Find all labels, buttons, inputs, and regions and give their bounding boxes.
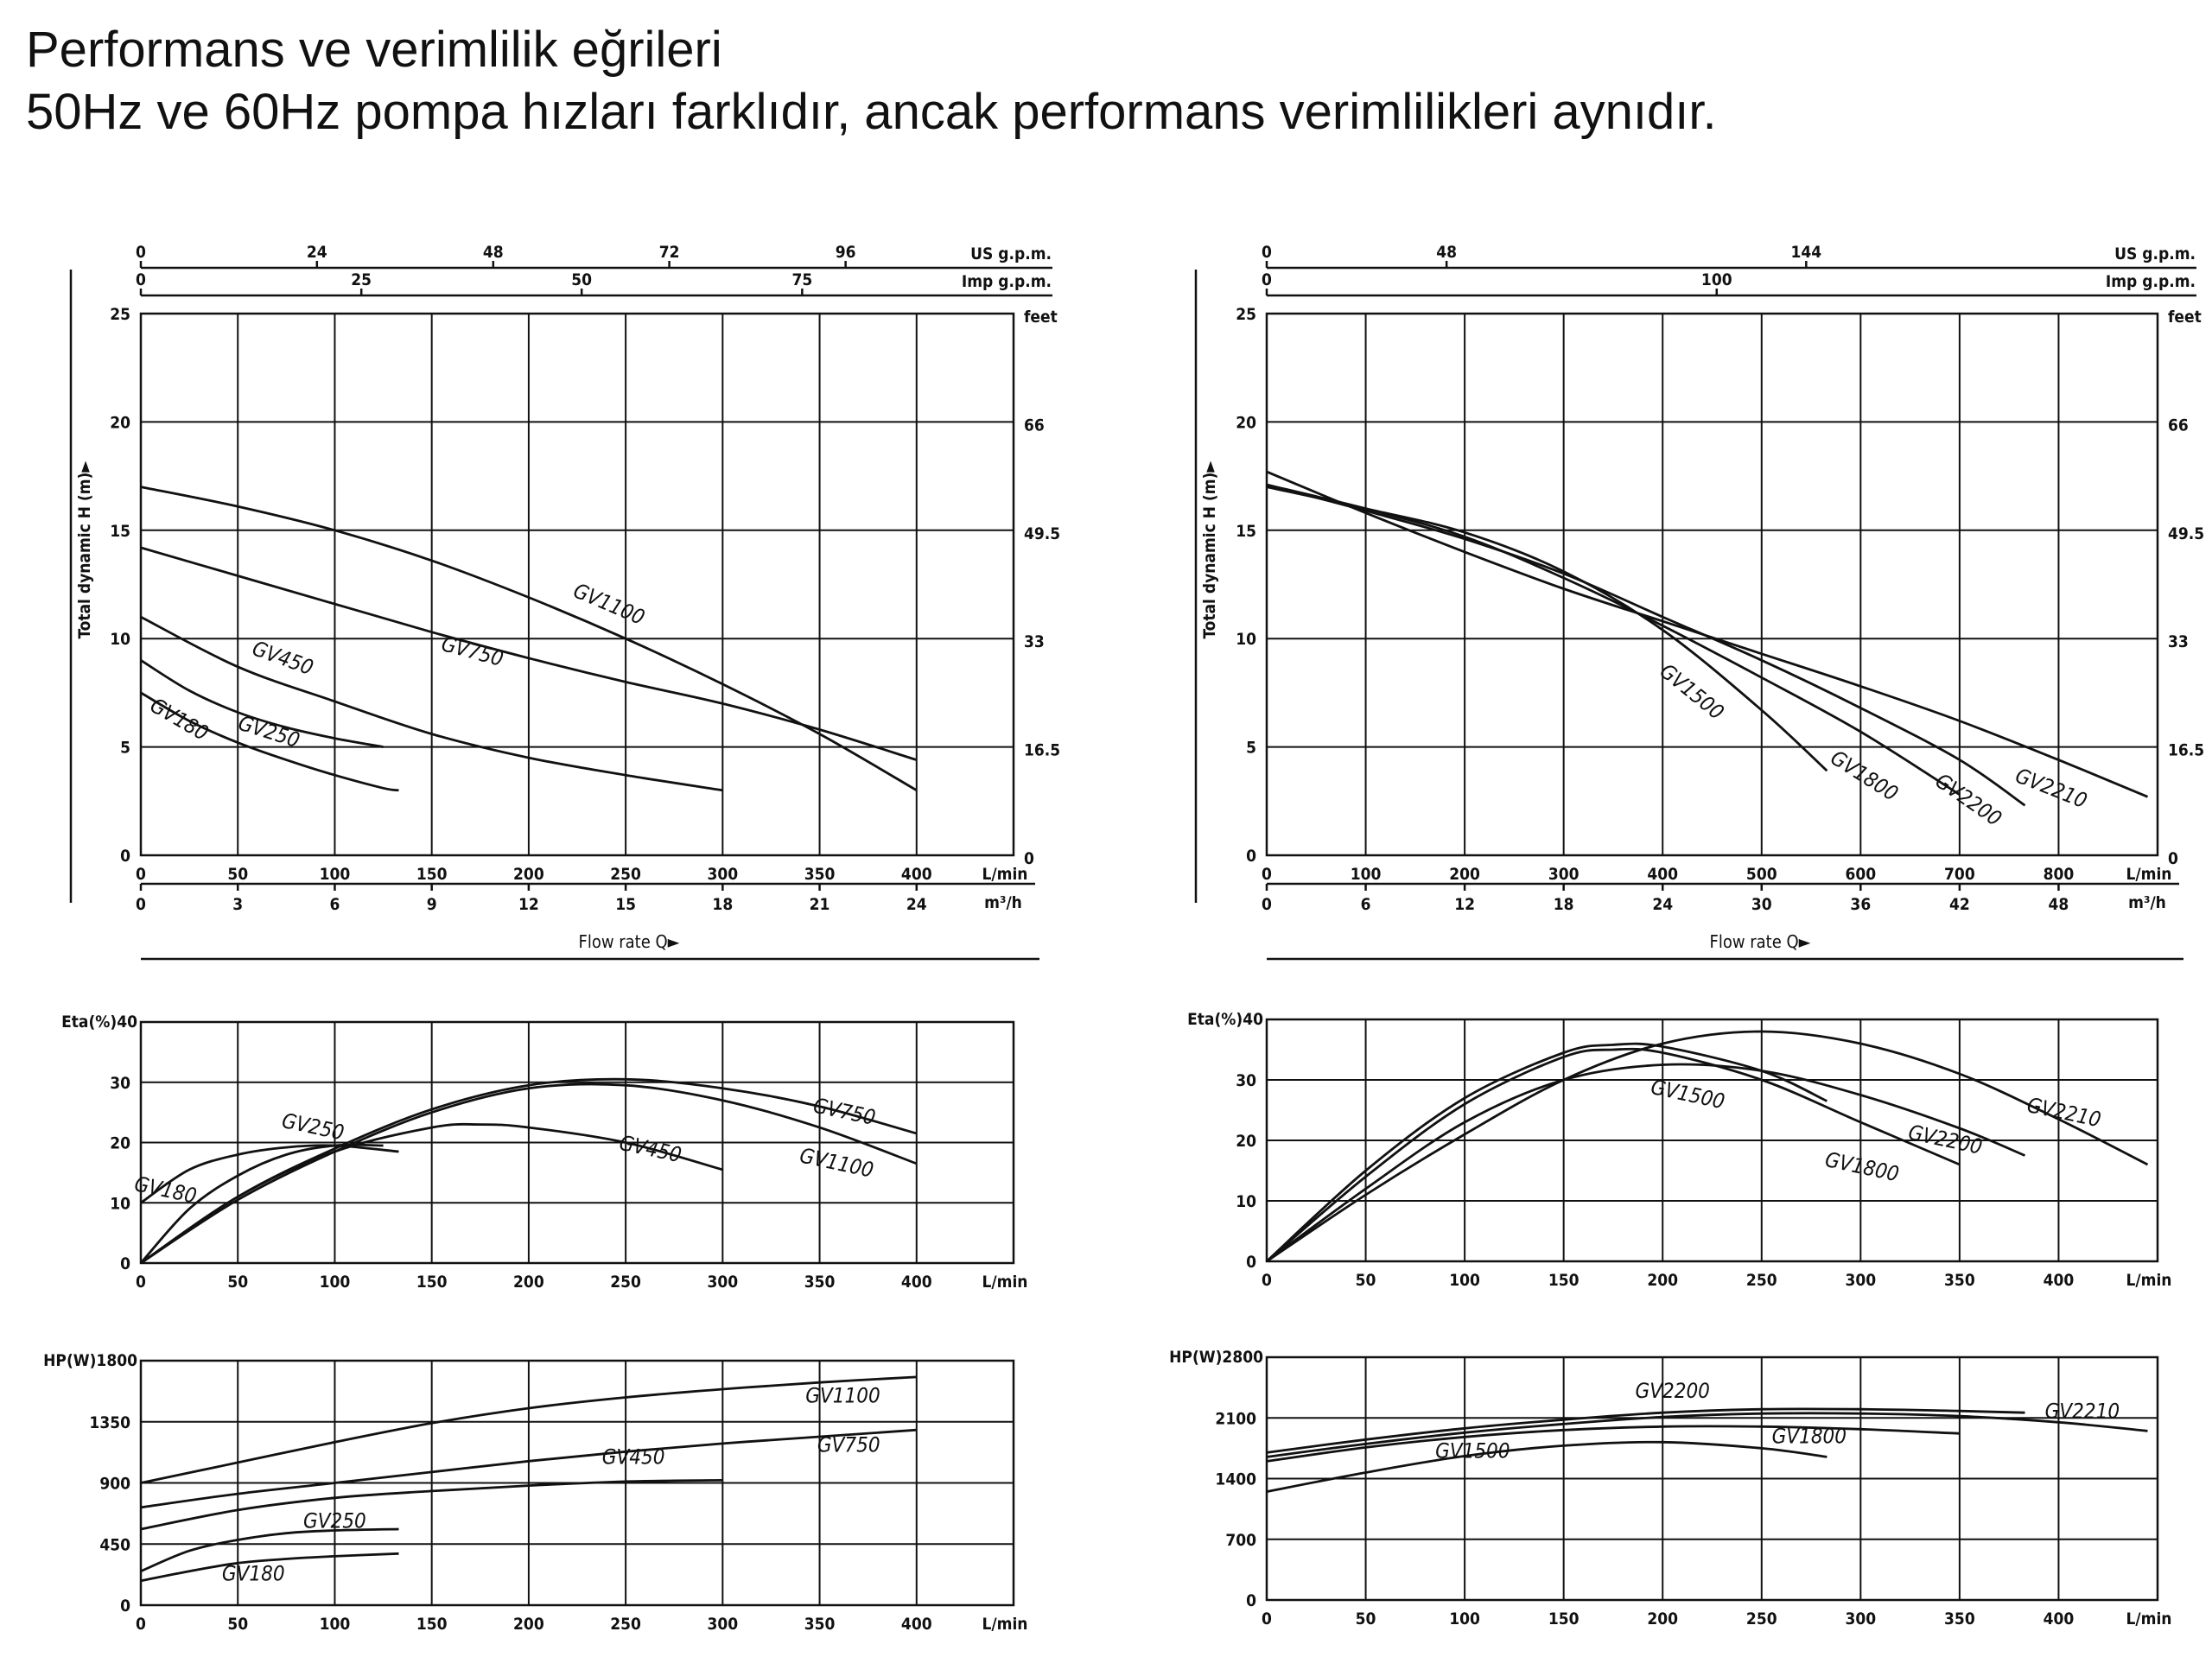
x-tick-label: 50: [227, 1273, 249, 1292]
top-axis-tick-label: 96: [835, 243, 856, 262]
bottom-axis-tick-label: 12: [1454, 895, 1476, 914]
series-label-gv1800: GV1800: [1771, 1424, 1847, 1449]
x-tick-label: 200: [1647, 1609, 1679, 1628]
y-tick-label: 0: [120, 847, 130, 866]
top-axis-tick-label: 0: [1262, 270, 1272, 289]
series-label-gv1100: GV1100: [569, 578, 649, 631]
right-axis-tick-label: feet: [1024, 308, 1058, 327]
heading-line-1: Performans ve verimlilik eğrileri: [26, 22, 722, 78]
top-axis-unit-label: Imp g.p.m.: [2105, 272, 2196, 291]
series-label-gv1800: GV1800: [1822, 1146, 1902, 1187]
top-axis-tick-label: 75: [791, 270, 813, 289]
series-label-gv450: GV450: [617, 1130, 684, 1168]
series-label-gv450: GV450: [601, 1444, 665, 1470]
y-axis-title: HP(W)1800: [43, 1351, 137, 1370]
series-label-gv2200: GV2200: [1906, 1120, 1985, 1159]
bottom-axis-tick-label: 42: [1948, 895, 1970, 914]
x-unit-label: L/min: [982, 1615, 1028, 1634]
x-axis-title: Flow rate Q►: [1709, 931, 1811, 952]
right-axis-tick-label: 33: [2168, 632, 2189, 652]
y-tick-label: 0: [1246, 1253, 1256, 1272]
series-label-gv750: GV750: [810, 1093, 878, 1131]
x-unit-label: L/min: [982, 1273, 1028, 1292]
y-tick-label: 10: [110, 630, 130, 650]
x-tick-label: 150: [1548, 1271, 1580, 1290]
x-tick-label: 400: [1647, 865, 1679, 884]
top-axis-tick-label: 50: [571, 270, 593, 289]
x-tick-label: 200: [1449, 865, 1480, 884]
y-tick-label: 20: [110, 413, 130, 433]
y-tick-label: 20: [110, 1133, 130, 1153]
y-tick-label: 10: [1236, 1192, 1256, 1211]
x-tick-label: 200: [513, 865, 544, 884]
series-line-gv2200: [1267, 485, 2025, 805]
x-tick-label: 700: [1944, 865, 1975, 884]
y-tick-label: 5: [1246, 738, 1256, 758]
right-axis-tick-label: 66: [1024, 416, 1045, 435]
x-tick-label: 50: [1355, 1609, 1376, 1628]
right-axis-tick-label: 0: [2168, 849, 2178, 868]
x-tick-label: 350: [804, 865, 836, 884]
y-axis-title: Eta(%)40: [61, 1013, 137, 1032]
bottom-axis-tick-label: 15: [615, 895, 637, 914]
chart-hp-left: [43, 1351, 1027, 1634]
x-tick-label: 0: [136, 865, 146, 884]
top-axis-tick-label: 25: [351, 270, 372, 289]
y-tick-label: 20: [1236, 413, 1256, 433]
x-tick-label: 500: [1745, 865, 1777, 884]
x-unit-label: L/min: [2126, 1271, 2172, 1290]
y-tick-label: 0: [1246, 847, 1256, 866]
x-tick-label: 50: [227, 865, 249, 884]
x-tick-label: 250: [610, 865, 641, 884]
series-label-gv250: GV250: [235, 710, 303, 753]
right-axis-tick-label: 0: [1024, 849, 1034, 868]
bottom-axis-tick-label: 0: [1262, 895, 1272, 914]
bottom-axis-tick-label: 18: [1553, 895, 1574, 914]
x-tick-label: 350: [1944, 1609, 1975, 1628]
top-axis-tick-label: 48: [1436, 243, 1458, 262]
x-tick-label: 800: [2043, 865, 2075, 884]
right-axis-tick-label: 49.5: [2168, 524, 2205, 543]
bottom-axis-tick-label: 36: [1850, 895, 1872, 914]
chart-hp-right: [1169, 1348, 2171, 1628]
x-tick-label: 400: [900, 865, 932, 884]
right-axis-tick-label: 49.5: [1024, 524, 1061, 543]
bottom-axis-unit-label: m³/h: [2128, 893, 2166, 912]
series-label-gv1800: GV1800: [1826, 745, 1903, 806]
right-axis-tick-label: 66: [2168, 416, 2189, 435]
x-tick-label: 200: [1647, 1271, 1679, 1290]
top-axis-tick-label: 100: [1700, 270, 1732, 289]
x-tick-label: 350: [804, 1273, 836, 1292]
x-tick-label: 400: [2043, 1609, 2075, 1628]
y-tick-label: 450: [99, 1535, 130, 1555]
y-tick-label: 10: [110, 1194, 130, 1214]
y-tick-label: 15: [110, 521, 130, 541]
top-axis-tick-label: 72: [658, 243, 680, 262]
series-label-gv2200: GV2200: [1635, 1379, 1710, 1404]
x-tick-label: 400: [2043, 1271, 2075, 1290]
x-tick-label: 400: [900, 1615, 932, 1634]
y-tick-label: 700: [1225, 1530, 1256, 1550]
series-label-gv250: GV250: [303, 1508, 366, 1533]
y-tick-label: 0: [120, 1597, 130, 1616]
x-tick-label: 0: [1262, 865, 1272, 884]
x-tick-label: 150: [416, 865, 448, 884]
y-tick-label: 900: [99, 1474, 130, 1494]
x-tick-label: 250: [610, 1615, 641, 1634]
x-unit-label: L/min: [2126, 865, 2172, 884]
x-unit-label: L/min: [982, 865, 1028, 884]
series-label-gv1100: GV1100: [805, 1383, 880, 1408]
x-tick-label: 100: [1449, 1271, 1480, 1290]
series-label-gv2210: GV2210: [2012, 763, 2091, 814]
x-tick-label: 300: [707, 865, 739, 884]
x-tick-label: 300: [1548, 865, 1580, 884]
x-tick-label: 300: [1845, 1271, 1877, 1290]
y-tick-label: 0: [120, 1254, 130, 1273]
y-tick-label: 10: [1236, 630, 1256, 650]
x-tick-label: 200: [513, 1273, 544, 1292]
right-axis-tick-label: 33: [1024, 632, 1045, 652]
y-tick-label: 1350: [89, 1413, 130, 1432]
bottom-axis-unit-label: m³/h: [984, 893, 1022, 912]
bottom-axis-tick-label: 9: [426, 895, 437, 914]
y-tick-label: 1400: [1215, 1470, 1256, 1489]
bottom-axis-tick-label: 30: [1751, 895, 1772, 914]
top-axis-unit-label: Imp g.p.m.: [961, 272, 1052, 291]
y-tick-label: 0: [1246, 1591, 1256, 1610]
x-tick-label: 100: [319, 1273, 351, 1292]
chart-head-left: [71, 243, 1060, 959]
x-unit-label: L/min: [2126, 1609, 2172, 1628]
y-tick-label: 15: [1236, 521, 1256, 541]
x-tick-label: 300: [707, 1273, 739, 1292]
series-line-gv1800: [1267, 485, 1960, 795]
series-line-gv2200: [1267, 1064, 2025, 1261]
series-label-gv750: GV750: [817, 1432, 880, 1457]
x-tick-label: 100: [1449, 1609, 1480, 1628]
bottom-axis-tick-label: 24: [906, 895, 927, 914]
right-axis-tick-label: 16.5: [2168, 740, 2205, 760]
bottom-axis-tick-label: 3: [232, 895, 244, 914]
heading-line-2: 50Hz ve 60Hz pompa hızları farklıdır, ancak performans verimlilikleri aynıdır.: [26, 84, 1717, 140]
top-axis-tick-label: 0: [136, 270, 146, 289]
right-axis-tick-label: 16.5: [1024, 740, 1061, 760]
series-label-gv2210: GV2210: [2044, 1399, 2120, 1424]
y-tick-label: 30: [1236, 1071, 1256, 1090]
top-axis-unit-label: US g.p.m.: [970, 244, 1052, 263]
bottom-axis-tick-label: 6: [1360, 895, 1371, 914]
y-axis-title: Total dynamic H (m)►: [75, 460, 94, 639]
right-axis-tick-label: feet: [2168, 308, 2202, 327]
x-tick-label: 250: [1745, 1271, 1777, 1290]
x-tick-label: 150: [416, 1615, 448, 1634]
chart-eta-left: [61, 1013, 1027, 1292]
series-label-gv2210: GV2210: [2024, 1092, 2103, 1133]
y-tick-label: 30: [110, 1073, 130, 1093]
x-tick-label: 50: [1355, 1271, 1376, 1290]
x-tick-label: 400: [900, 1273, 932, 1292]
x-tick-label: 50: [227, 1615, 249, 1634]
series-label-gv250: GV250: [279, 1108, 346, 1146]
bottom-axis-tick-label: 24: [1652, 895, 1674, 914]
y-axis-title: Total dynamic H (m)►: [1200, 460, 1219, 639]
top-axis-tick-label: 144: [1790, 243, 1822, 262]
x-axis-title: Flow rate Q►: [578, 931, 680, 952]
chart-head-right: [1196, 243, 2204, 959]
top-axis-tick-label: 24: [306, 243, 327, 262]
series-label-gv2200: GV2200: [1930, 768, 2006, 831]
x-tick-label: 0: [136, 1273, 146, 1292]
x-tick-label: 200: [513, 1615, 544, 1634]
x-tick-label: 100: [1350, 865, 1382, 884]
x-tick-label: 0: [136, 1615, 146, 1634]
y-tick-label: 5: [120, 738, 130, 758]
y-tick-label: 2100: [1215, 1409, 1256, 1429]
x-tick-label: 0: [1262, 1271, 1272, 1290]
bottom-axis-tick-label: 21: [809, 895, 830, 914]
series-line-gv1500: [1267, 1044, 1827, 1261]
series-label-gv180: GV180: [132, 1171, 200, 1209]
bottom-axis-tick-label: 6: [329, 895, 340, 914]
x-tick-label: 150: [416, 1273, 448, 1292]
series-label-gv1500: GV1500: [1655, 658, 1729, 725]
bottom-axis-tick-label: 18: [712, 895, 734, 914]
bottom-axis-tick-label: 48: [2048, 895, 2069, 914]
x-tick-label: 250: [1745, 1609, 1777, 1628]
x-tick-label: 350: [1944, 1271, 1975, 1290]
series-label-gv750: GV750: [438, 632, 506, 672]
x-tick-label: 250: [610, 1273, 641, 1292]
y-axis-title: HP(W)2800: [1169, 1348, 1263, 1367]
y-tick-label: 25: [1236, 305, 1256, 324]
x-tick-label: 0: [1262, 1609, 1272, 1628]
y-tick-label: 25: [110, 305, 130, 324]
top-axis-tick-label: 0: [136, 243, 146, 262]
bottom-axis-tick-label: 0: [136, 895, 146, 914]
series-label-gv1100: GV1100: [797, 1143, 876, 1183]
top-axis-unit-label: US g.p.m.: [2114, 244, 2196, 263]
y-axis-title: Eta(%)40: [1187, 1010, 1263, 1029]
x-tick-label: 300: [1845, 1609, 1877, 1628]
x-tick-label: 100: [319, 865, 351, 884]
top-axis-tick-label: 0: [1262, 243, 1272, 262]
top-axis-tick-label: 48: [482, 243, 504, 262]
x-tick-label: 150: [1548, 1609, 1580, 1628]
series-label-gv1500: GV1500: [1435, 1438, 1510, 1463]
x-tick-label: 300: [707, 1615, 739, 1634]
bottom-axis-tick-label: 12: [518, 895, 539, 914]
series-label-gv450: GV450: [249, 636, 317, 681]
x-tick-label: 600: [1845, 865, 1877, 884]
x-tick-label: 100: [319, 1615, 351, 1634]
y-tick-label: 20: [1236, 1132, 1256, 1151]
series-label-gv1500: GV1500: [1649, 1074, 1727, 1114]
series-label-gv180: GV180: [145, 693, 213, 746]
series-label-gv180: GV180: [221, 1561, 285, 1586]
chart-eta-right: [1187, 1010, 2171, 1290]
x-tick-label: 350: [804, 1615, 836, 1634]
